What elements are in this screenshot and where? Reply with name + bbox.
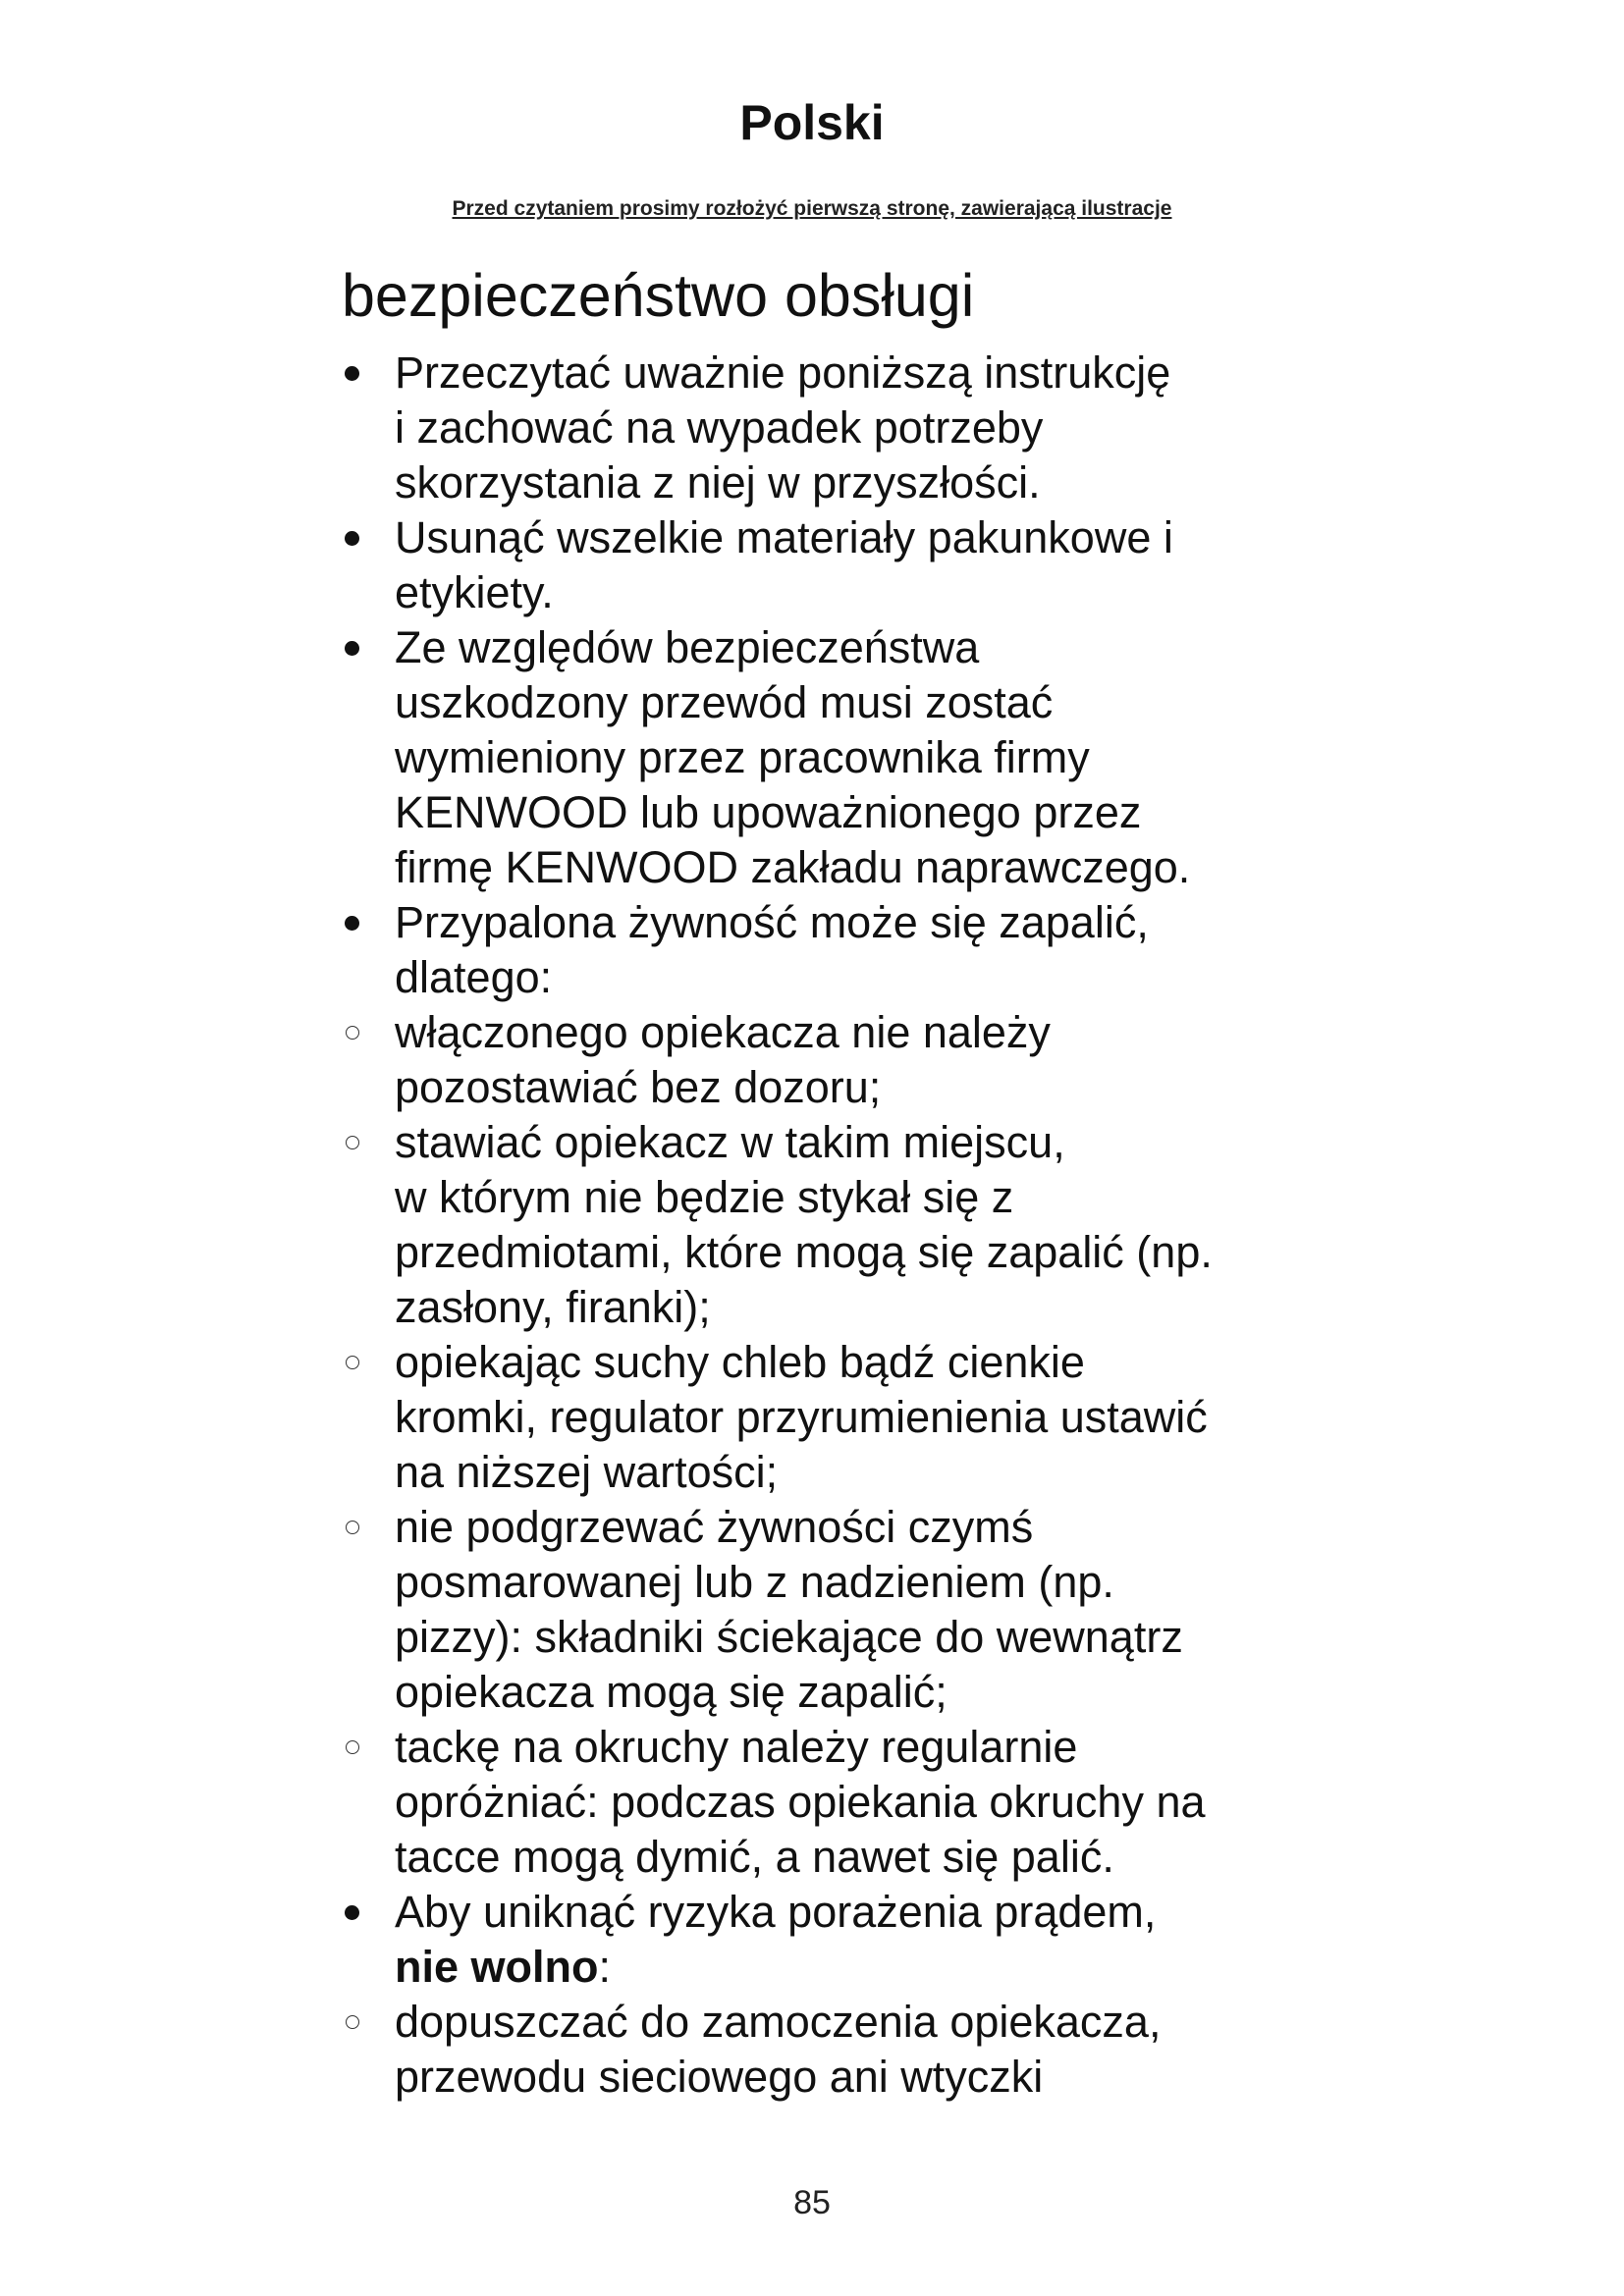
list-item	[342, 1885, 1324, 1995]
list-item-line: pizzy): składniki ściekające do wewnątrz	[395, 1612, 1183, 1662]
list-item-line: Ze względów bezpieczeństwa	[395, 622, 980, 672]
list-item-line: posmarowanej lub z nadzieniem (np.	[395, 1557, 1114, 1607]
list-item-line: na niższej wartości;	[395, 1447, 779, 1497]
emphasis-suffix: :	[598, 1942, 612, 1992]
list-item-line: opiekacza mogą się zapalić;	[395, 1667, 947, 1717]
list-item	[342, 346, 1324, 510]
bullet-icon	[342, 895, 395, 950]
list-item-line: nie podgrzewać żywności czymś	[395, 1502, 1034, 1552]
list-item-line: i zachować na wypadek potrzeby	[395, 402, 1044, 453]
list-item-line: pozostawiać bez dozoru;	[395, 1062, 882, 1112]
page-number: 85	[793, 2184, 831, 2221]
list-item-line: dopuszczać do zamoczenia opiekacza,	[395, 1997, 1162, 2047]
list-item-line: opiekając suchy chleb bądź cienkie	[395, 1337, 1085, 1387]
intro-note: Przed czytaniem prosimy rozłożyć pierwszą stronę, zawierającą ilustracje	[452, 197, 1172, 220]
emphasis-text: nie wolno	[395, 1942, 599, 1992]
list-item-line: w którym nie będzie stykał się z	[395, 1172, 1014, 1222]
list-item-line: Aby uniknąć ryzyka porażenia prądem,	[395, 1887, 1157, 1937]
list-item-line: uszkodzony przewód musi zostać	[395, 677, 1054, 727]
list-item-line: KENWOOD lub upoważnionego przez	[395, 787, 1142, 837]
list-item-line: firmę KENWOOD zakładu naprawczego.	[395, 842, 1191, 892]
sub-list-item	[342, 1995, 1324, 2105]
circle-bullet-icon	[342, 1720, 395, 1775]
list-item-line: Przeczytać uważnie poniższą instrukcję	[395, 347, 1171, 398]
list-item	[342, 510, 1324, 620]
list-item-line: przedmiotami, które mogą się zapalić (np.	[395, 1227, 1213, 1277]
bullet-icon	[342, 510, 395, 565]
list-item-line: tackę na okruchy należy regularnie	[395, 1722, 1078, 1772]
list-item-line: kromki, regulator przyrumienienia ustawić	[395, 1392, 1208, 1442]
list-item-line: dlatego:	[395, 952, 553, 1002]
list-item-line: zasłony, firanki);	[395, 1282, 711, 1332]
bullet-icon	[342, 620, 395, 675]
circle-bullet-icon	[342, 1995, 395, 2050]
list-item-line: przewodu sieciowego ani wtyczki	[395, 2052, 1044, 2102]
circle-bullet-icon	[342, 1335, 395, 1390]
list-item-line: tacce mogą dymić, a nawet się palić.	[395, 1832, 1114, 1882]
circle-bullet-icon	[342, 1500, 395, 1555]
list-item-line: włączonego opiekacza nie należy	[395, 1007, 1051, 1057]
list-item-line-emphasis	[395, 1940, 1324, 1995]
sub-list-item	[342, 1720, 1324, 1885]
circle-bullet-icon	[342, 1005, 395, 1060]
list-item-line: wymieniony przez pracownika firmy	[395, 732, 1090, 782]
page-language-header: Polski	[739, 95, 885, 150]
sub-list-item	[342, 1335, 1324, 1500]
sub-list-item	[342, 1500, 1324, 1720]
sub-list-item	[342, 1115, 1324, 1335]
list-item-line: stawiać opiekacz w takim miejscu,	[395, 1117, 1065, 1167]
list-item-line: Usunąć wszelkie materiały pakunkowe i	[395, 512, 1173, 562]
circle-bullet-icon	[342, 1115, 395, 1170]
list-item	[342, 895, 1324, 1005]
list-item-line: etykiety.	[395, 567, 554, 617]
bullet-icon	[342, 346, 395, 400]
list-item	[342, 620, 1324, 895]
sub-list-item	[342, 1005, 1324, 1115]
bullet-icon	[342, 1885, 395, 1940]
list-item-line: opróżniać: podczas opiekania okruchy na	[395, 1777, 1206, 1827]
list-item-line: Przypalona żywność może się zapalić,	[395, 897, 1149, 947]
section-title: bezpieczeństwo obsługi	[342, 262, 975, 329]
list-item-line: skorzystania z niej w przyszłości.	[395, 457, 1041, 507]
safety-list	[342, 346, 1324, 2105]
